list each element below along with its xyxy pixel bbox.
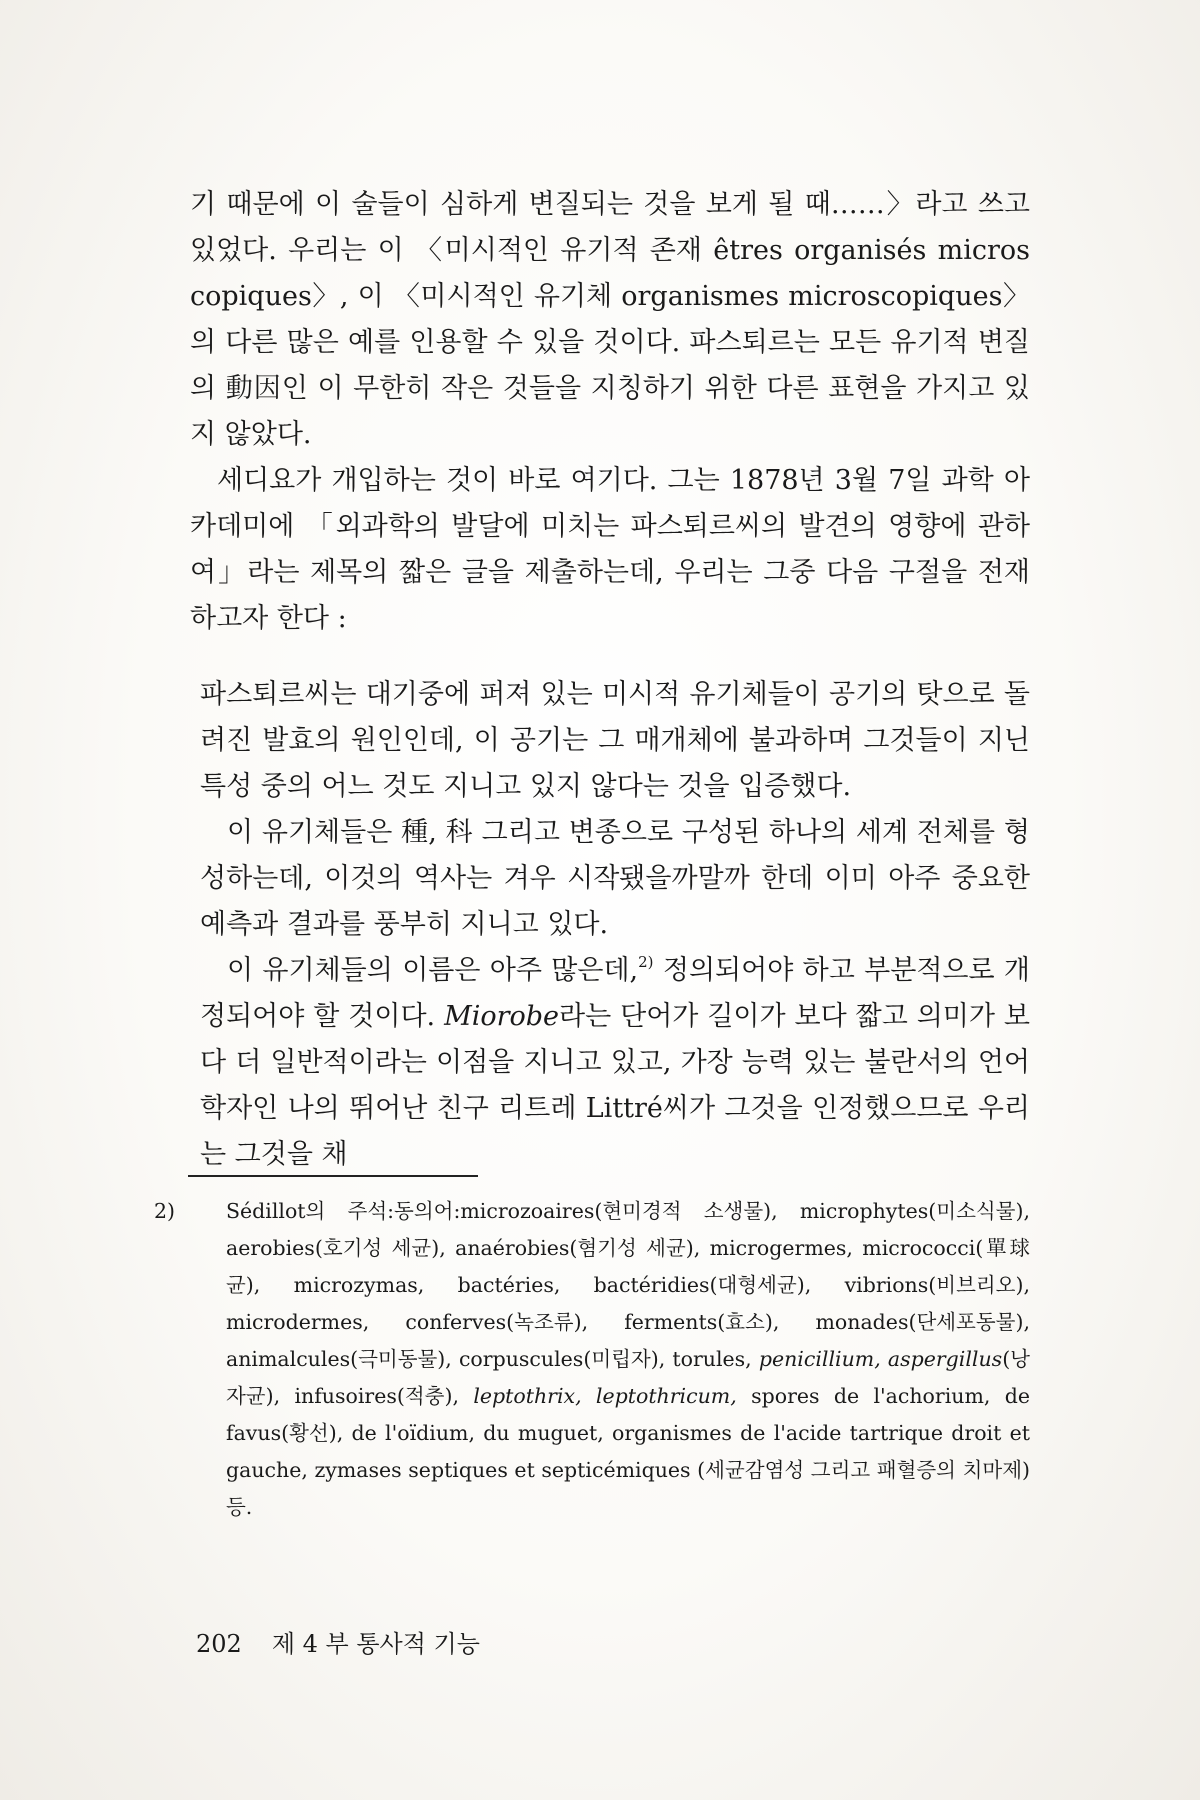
quote-paragraph-1: 파스퇴르씨는 대기중에 퍼져 있는 미시적 유기체들이 공기의 탓으로 돌려진 발효의 원인인데, 이 공기는 그 매개체에 불과하며 그것들이 지닌 특성 중의 어느 것도 지니고 있지 않다는 것을 입증했다. [200, 679, 1030, 802]
quote-text-a: 이 유기체들의 이름은 아주 많은데, [227, 955, 639, 986]
body-text [190, 182, 1030, 642]
footnote-italic-1: penicillium, aspergillus [758, 1347, 1003, 1371]
section-title: 제 4 부 통사적 기능 [271, 1630, 480, 1658]
footnote-text-1: Sédillot의 주석:동의어:microzoaires(현미경적 소생물), microphytes(미소식물), aerobies(호기성 세균), anaérobies(혐기성 세균), microgermes, micrococci(單球균), microzymas, bactéries, bactéridies(대형세균), vibrions(비브리오), microdermes, conferves(녹조류), ferments(효소), monades(단세포동물), animalcules(극미동물), corpuscules(미립자), torules, [226, 1199, 1030, 1371]
paragraph-1: 기 때문에 이 술들이 심하게 변질되는 것을 보게 될 때……〉라고 쓰고 있었다. 우리는 이 〈미시적인 유기적 존재 êtres organisés micros copiques〉, 이 〈미시적인 유기체 organismes microscopiques〉의 다른 많은 예를 인용할 수 있을 것이다. 파스퇴르는 모든 유기적 변질의 動因인 이 무한히 작은 것들을 지칭하기 위한 다른 표현을 가지고 있지 않았다. [190, 189, 1030, 450]
footnote-divider [188, 1175, 478, 1177]
footnote-text-3: spores de l'achorium, de favus(황선), de l'oïdium, du muguet, organismes de l'acide tartrique droit et gauche, zymases septiques et septicémiques (세균감염성 그리고 패혈증의 치마제) 등. [226, 1384, 1030, 1519]
quote-text-b: 정의되어야 하고 부분적으로 개정되어야 할 것이다. [200, 955, 1030, 1032]
block-quote [200, 672, 1030, 1178]
quote-paragraph-2: 이 유기체들은 種, 科 그리고 변종으로 구성된 하나의 세계 전체를 형성하는데, 이것의 역사는 겨우 시작됐을까말까 한데 이미 아주 중요한 예측과 결과를 풍부히 지니고 있다. [200, 817, 1030, 940]
footnote-body [154, 1193, 1030, 1526]
footnote [154, 1193, 1030, 1526]
term-microbe: Miorobe [444, 1001, 560, 1032]
footnote-italic-2: leptothrix, leptothricum, [473, 1384, 737, 1408]
footnote-number: 2) [154, 1199, 176, 1223]
page-number: 202 [196, 1630, 242, 1658]
paragraph-2: 세디요가 개입하는 것이 바로 여기다. 그는 1878년 3월 7일 과학 아카데미에 「외과학의 발달에 미치는 파스퇴르씨의 발견의 영향에 관하여」라는 제목의 짧은 글을 제출하는데, 우리는 그중 다음 구절을 전재하고자 한다 : [190, 465, 1030, 634]
running-footer [196, 1624, 480, 1659]
footnote-text-2: (낭자균), infusoires(적충), [226, 1347, 1030, 1408]
quote-text-c: 라는 단어가 길이가 보다 짧고 의미가 보다 더 일반적이라는 이점을 지니고 있고, 가장 능력 있는 불란서의 언어학자인 나의 뛰어난 친구 리트레 Littré씨가 그것을 인정했으므로 우리는 그것을 채 [200, 1001, 1030, 1170]
quote-paragraph-3 [200, 948, 1030, 1178]
footnote-ref[interactable]: 2) [638, 953, 654, 971]
